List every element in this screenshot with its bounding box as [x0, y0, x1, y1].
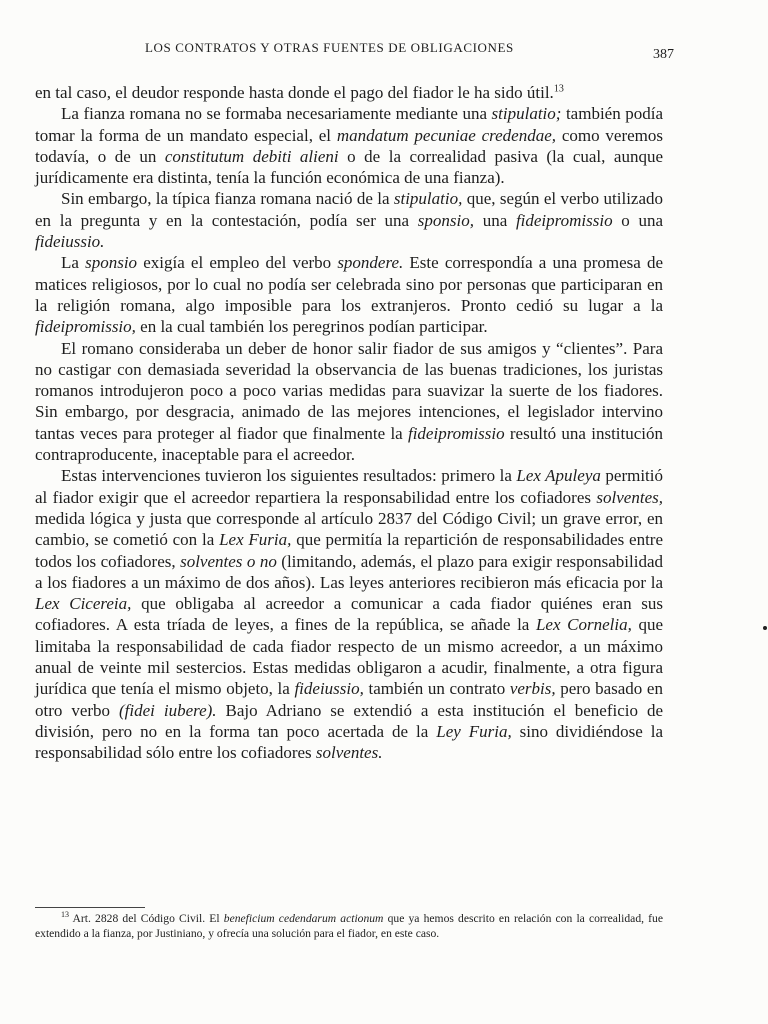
text-run: o de la correalidad pasiva (la cual, aunque jurídicamente era distinta, tenía la función económica de una fianza). — [35, 146, 663, 188]
latin-term: beneficium cedendarum actionum — [223, 912, 384, 925]
scan-speck — [763, 626, 767, 630]
latin-term: Ley Furia, — [436, 721, 512, 741]
paragraph-5 — [35, 338, 663, 466]
latin-term: mandatum pecuniae credendae, — [336, 125, 557, 145]
footnote — [35, 912, 663, 941]
text-run: La fianza romana no se formaba necesariamente mediante una — [61, 104, 492, 124]
text-run: sino dividiéndose la responsabilidad sólo entre los cofiadores — [35, 721, 664, 763]
latin-term: solventes. — [315, 743, 383, 763]
latin-term: sponsio — [85, 253, 138, 273]
text-run: o una — [612, 210, 664, 230]
latin-term: spondere. — [337, 253, 404, 273]
footnote-reference: 13 — [553, 83, 564, 95]
latin-term: solventes o no — [180, 551, 277, 571]
text-run: Art. 2828 del Código Civil. El — [72, 912, 224, 925]
paragraph-2 — [35, 103, 663, 188]
latin-term: Lex Cornelia, — [535, 615, 632, 635]
paragraph-3 — [35, 188, 663, 252]
text-run: en tal caso, el deudor responde hasta donde el pago del fiador le ha sido útil. — [35, 83, 554, 102]
text-run: (limitando, además, el plazo para exigir responsabilidad a los fiadores a un máximo de dos años). Las leyes anteriores recibieron más eficacia por la — [35, 551, 663, 592]
text-run: también podía tomar la forma de un mandato especial, el — [35, 104, 664, 145]
latin-term: fideipromissio, — [35, 317, 136, 337]
paragraph-4 — [35, 252, 663, 337]
text-run: La — [61, 253, 86, 273]
latin-term: constitutum debiti alieni — [164, 146, 339, 166]
paragraph-6 — [35, 465, 663, 763]
text-run: que permitía la repartición de responsabilidades entre todos los cofiadores, — [35, 530, 663, 571]
body-text — [35, 82, 663, 764]
paragraph-1 — [35, 82, 663, 103]
latin-term: stipulatio; — [491, 104, 562, 124]
running-head: LOS CONTRATOS Y OTRAS FUENTES DE OBLIGACIONES — [145, 40, 514, 55]
latin-term: solventes, — [596, 487, 663, 507]
latin-term: verbis, — [509, 679, 556, 699]
text-run: en la cual también los peregrinos podían participar. — [135, 317, 488, 337]
latin-term: sponsio, — [417, 210, 475, 230]
page-number: 387 — [653, 47, 674, 62]
text-run: Bajo Adriano se extendió a esta institución el beneficio de división, pero no en la forma tan poco acertada de la — [35, 700, 664, 741]
footnote-divider — [35, 907, 145, 908]
latin-term: fideiussio. — [35, 232, 105, 252]
footnote-number: 13 — [61, 910, 69, 920]
text-run: que limitaba la responsabilidad de cada fiador respecto de un mismo acreedor, a un máximo anual de veinte mil sestercios. Estas medidas obligaron a acudir, finalmente, a otra figura jurídica que tenía el mismo objeto, la — [35, 615, 664, 699]
text-run: El romano consideraba un deber de honor salir fiador de sus amigos y “clientes”. Para no castigar con demasiada severidad la observancia de las buenas tradiciones, los juristas romanos introdujeron poco a poco varias medidas para suavizar la suerte de los fiadores. Sin embargo, por desgracia, animado de las mejores intenciones, el legislador intervino tantas veces para proteger al fiador que finalmente la — [35, 338, 663, 443]
text-run: medida lógica y justa que corresponde al artículo 2837 del Código Civil; un grave error, en cambio, se cometió con la — [35, 508, 663, 550]
latin-term: stipulatio, — [393, 189, 463, 209]
latin-term: (fidei iubere). — [119, 700, 217, 720]
text-run: Estas intervenciones tuvieron los siguientes resultados: primero la — [61, 466, 517, 486]
text-run: que, según el verbo utilizado en la pregunta y en la contestación, podía ser una — [35, 189, 664, 230]
latin-term: fideipromissio — [407, 423, 505, 443]
text-run: Este correspondía a una promesa de matices religiosos, por lo cual no podía ser celebrada sino por personas que participaran en la religión romana, algo imposible para los extranjeros. Pronto cedió su lugar a la — [35, 253, 663, 315]
text-run: también un contrato — [363, 679, 510, 699]
latin-term: Lex Apuleya — [516, 466, 601, 486]
latin-term: Lex Cicereia, — [35, 594, 132, 614]
latin-term: fideiussio, — [294, 679, 364, 699]
text-run: resultó una institución contraproducente, inaceptable para el acreedor. — [35, 423, 664, 465]
text-run: permitió al fiador exigir que el acreedor repartiera la responsabilidad entre los cofiadores — [35, 466, 663, 507]
latin-term: fideipromissio — [515, 210, 613, 230]
text-run: como veremos todavía, o de un — [35, 125, 664, 166]
text-run: exigía el empleo del verbo — [137, 253, 338, 273]
text-run: que ya hemos descrito en relación con la correalidad, fue extendido a la fianza, por Justiniano, y ofrecía una solución para el fiador, en este caso. — [35, 912, 663, 940]
text-run: una — [474, 210, 516, 230]
text-run: pero basado en otro verbo — [35, 679, 663, 720]
latin-term: Lex Furia, — [219, 530, 292, 550]
text-run: Sin embargo, la típica fianza romana nació de la — [61, 189, 394, 209]
text-run: que obligaba al acreedor a comunicar a cada fiador quiénes eran sus cofiadores. A esta tríada de leyes, a fines de la república, se añade la — [35, 594, 663, 635]
